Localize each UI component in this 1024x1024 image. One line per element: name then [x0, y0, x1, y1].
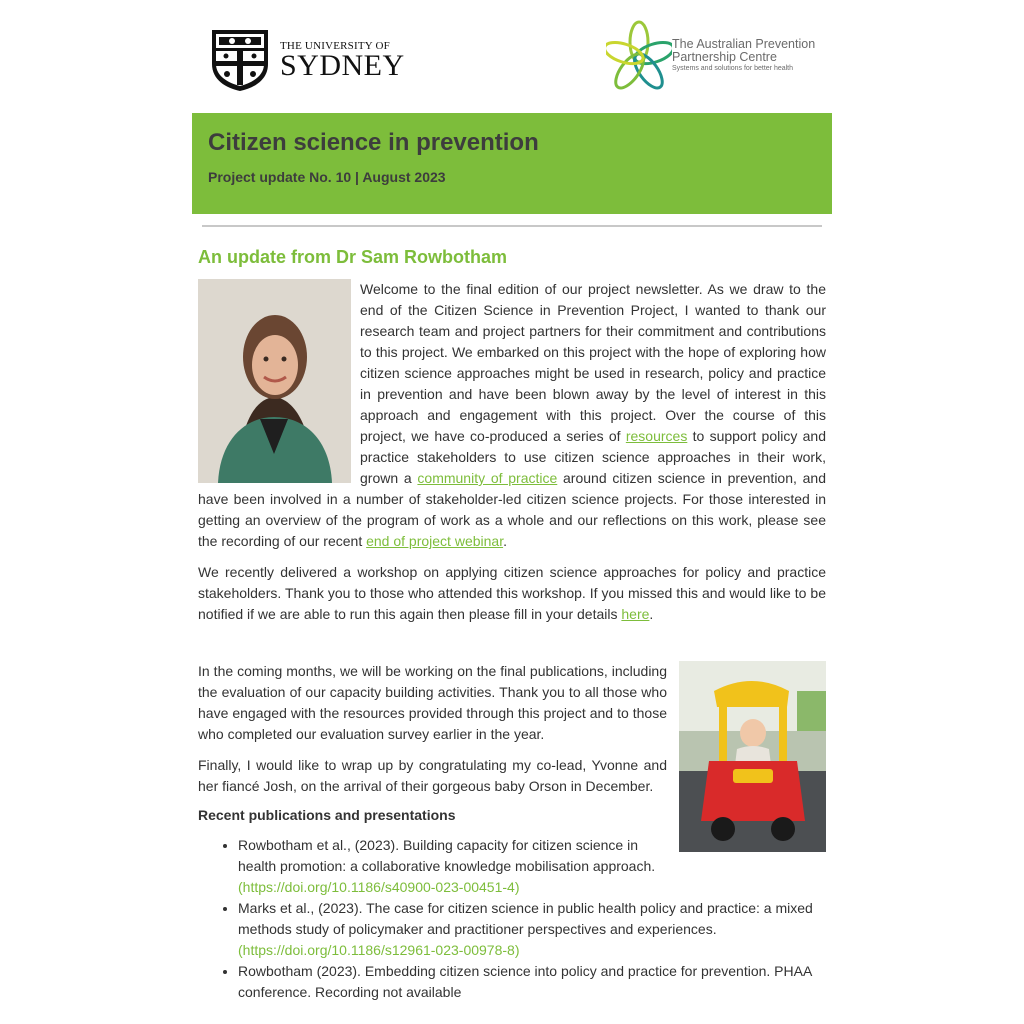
intro-text-c: around citizen science in prevention, and have been involved in a number of stakeholder-led citizen science projects. For those interested in getting an overview of the program of work as a whole and our reflections on this work, please see the recording of our recent	[198, 470, 826, 549]
baby-orson-photo	[679, 661, 826, 852]
tapp-star-icon	[606, 20, 672, 92]
coming-months-paragraph: In the coming months, we will be working on the final publications, including the evaluation of our capacity building activities. Thank you to all those who have engaged with the resources provided through this project and to those who completed our evaluation survey earlier in the year.	[198, 663, 667, 742]
publication-item	[238, 898, 826, 961]
publications-list	[198, 835, 826, 1003]
usyd-big-text: SYDNEY	[280, 49, 405, 82]
tapp-line-1: The Australian Prevention	[672, 37, 816, 51]
publication-text: Marks et al., (2023). The case for citizen science in public health policy and practice: a mixed methods study of policymaker and practitioner perspectives and experiences.	[238, 900, 813, 937]
intro-text-d: .	[503, 533, 507, 549]
publication-text: Rowbotham (2023). Embedding citizen science into policy and practice for prevention. PHAA conference. Recording not available	[238, 963, 812, 1000]
workshop-paragraph	[198, 562, 826, 625]
usyd-logo[interactable]	[210, 28, 405, 92]
intro-text-b: to support policy and practice stakeholders to use citizen science approaches in their work, grown a	[360, 428, 826, 486]
newsletter	[192, 0, 832, 1003]
publication-doi-link[interactable]: (https://doi.org/10.1186/s40900-023-00451-4)	[238, 879, 520, 895]
resources-link[interactable]: resources	[625, 428, 688, 444]
logo-header	[192, 0, 832, 113]
tapp-tagline: Systems and solutions for better health	[672, 65, 794, 72]
publications-heading: Recent publications and presentations	[198, 807, 456, 823]
workshop-text-a: We recently delivered a workshop on applying citizen science approaches for policy and practice stakeholders. Thank you to those who attended this workshop. If you missed this and would like to be notified if we are able to run this again then please fill in your details	[198, 564, 826, 622]
community-of-practice-link[interactable]: community of practice	[417, 470, 558, 486]
tapp-wordmark	[672, 38, 815, 74]
webinar-link[interactable]: end of project webinar	[366, 533, 504, 549]
congratulations-paragraph: Finally, I would like to wrap up by congratulating my co-lead, Yvonne and her fiancé Josh, on the arrival of their gorgeous baby Orson in December.	[198, 757, 667, 794]
tapp-line-2: Partnership Centre	[672, 50, 777, 64]
newsletter-subtitle: Project update No. 10 | August 2023	[208, 169, 446, 185]
intro-text-a: Welcome to the final edition of our project newsletter. As we draw to the end of the Citizen Science in Prevention Project, I wanted to thank our research team and project partners for their commitment and contributions to this project. We embarked on this project with the hope of exploring how citizen science approaches might be used in research, policy and practice in prevention and have been blown away by the level of interest in this approach and engagement with this project. Over the course of this project, we have co-produced a series of	[360, 281, 826, 444]
publication-doi-link[interactable]: (https://doi.org/10.1186/s12961-023-00978-8)	[238, 942, 520, 958]
university-crest-icon	[210, 28, 270, 92]
publication-item	[238, 961, 826, 1003]
sam-rowbotham-photo	[198, 279, 351, 483]
usyd-small-text: THE UNIVERSITY OF	[280, 40, 390, 52]
title-banner	[192, 113, 832, 214]
publication-text: Rowbotham et al., (2023). Building capacity for citizen science in health promotion: a collaborative knowledge mobilisation approach.	[238, 837, 656, 874]
usyd-wordmark	[280, 40, 405, 80]
newsletter-title: Citizen science in prevention	[208, 129, 539, 156]
here-link[interactable]: here	[621, 606, 650, 622]
main-content	[192, 247, 832, 1003]
divider	[202, 225, 822, 227]
workshop-text-b: .	[649, 606, 654, 622]
tapp-logo[interactable]	[606, 20, 815, 92]
section-heading: An update from Dr Sam Rowbotham	[198, 247, 508, 267]
